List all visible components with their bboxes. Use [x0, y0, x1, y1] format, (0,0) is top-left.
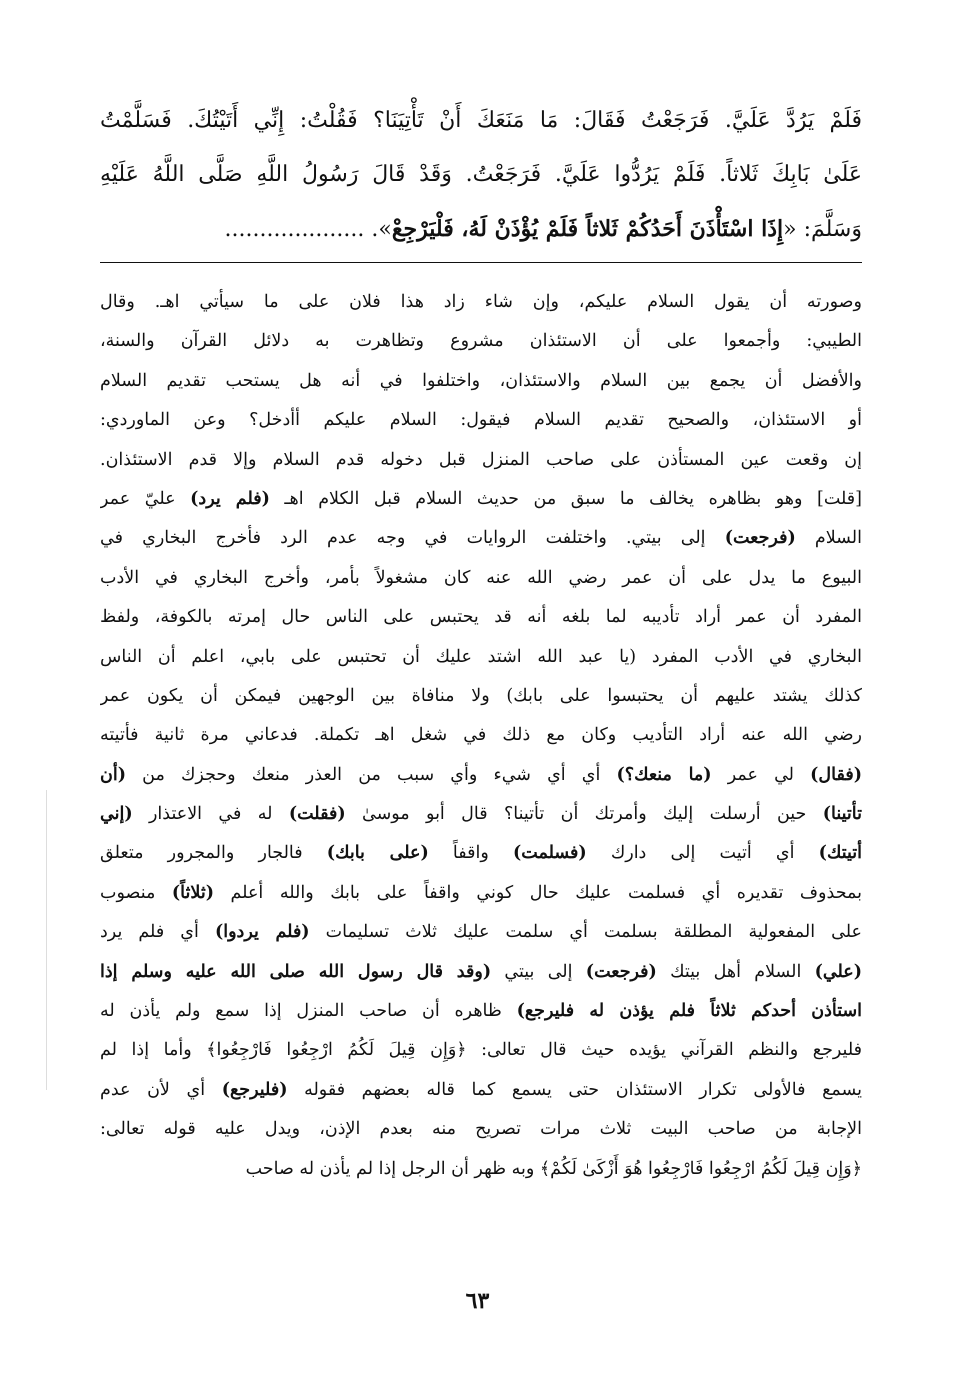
commentary-text: السلام أهل بيتك [656, 961, 815, 982]
commentary-text: الطيبي: وأجمعوا على أن الاستئذان مشروع وتظاهرت به دلائل القرآن والسنة، [100, 331, 862, 352]
commentary-text: أي لأن عدم [100, 1079, 222, 1100]
quoted-term: (فليرجع) [221, 1079, 288, 1100]
commentary-text: حين أرسلت إليك وأمرتك أن تأتينا؟ قال أبو موسىٰ [345, 804, 823, 825]
commentary-line [100, 362, 862, 401]
quoted-term: (ما منعك؟) [616, 764, 712, 785]
commentary-text: إلى بيتي [491, 961, 586, 982]
quoted-term: أتيتك) [818, 843, 862, 864]
hadith-quote: إِذَا اسْتَأْذَنَ أَحَدُكُمْ ثَلاثاً فَلَمْ يُؤْذَنْ لَهُ، فَلْيَرْجِعْ [391, 216, 784, 242]
commentary-line [100, 756, 862, 795]
commentary-text: واقفاً [428, 843, 513, 864]
commentary-text: البيوع ما يدل على أن عمر رضي الله عنه كان مشغولاً بأمر، وأخرج البخاري في الأدب [100, 567, 862, 588]
quoted-term: (أن [100, 764, 126, 785]
commentary-text: [قلت] وهو بظاهره يخالف ما سبق من حديث السلام قبل الكلام اهـ [269, 488, 862, 509]
quoted-term: (فقلت) [288, 804, 346, 825]
commentary-text: إلى بيتي. واختلفت الروايات في وجه عدم الرد فأخرج البخاري في [100, 528, 725, 549]
commentary-line [100, 322, 862, 361]
commentary-text: أي أتيت إلى دارك [586, 843, 819, 864]
quoted-term: (فرجعت) [585, 961, 657, 982]
commentary-text: بمحذوف تقديره أي فسلمت عليك حال كوني واقفاً على بابك والله أعلم [213, 882, 862, 903]
quoted-term: (فلم يرد) [190, 488, 270, 509]
quoted-term: (على بابك) [326, 843, 429, 864]
hadith-line-suffix: ». [371, 217, 392, 242]
footnote-separator [100, 262, 862, 263]
commentary-line [100, 1150, 862, 1189]
commentary-line [100, 519, 862, 558]
commentary-line [100, 913, 862, 952]
commentary-line [100, 1071, 862, 1110]
commentary-text: على المفعولية المطلقة بسلمت أي سلمت عليك ثلاث تسليمات [309, 922, 862, 943]
quoted-term: استأذن أحدكم ثلاثاً فلم يؤذن له فليرجع) [516, 1001, 862, 1022]
scan-margin-line [46, 790, 47, 1090]
hadith-line-prefix: وَسَلَّمَ: « [783, 217, 862, 242]
commentary-line [100, 1031, 862, 1070]
commentary-line [100, 953, 862, 992]
page-number: ٦٣ [465, 1288, 490, 1314]
hadith-dots: .................... [224, 217, 365, 242]
commentary-text: المفرد أن عمر أراد تأديبه لما بلغه أنه قد يحتبس على الناس حال إمرته بالكوفة، ولفظ [100, 607, 862, 628]
commentary-line [100, 677, 862, 716]
commentary-line [100, 992, 862, 1031]
commentary-text: ظاهره أن صاحب المنزل إذا سمع ولم يأذن له [100, 1001, 517, 1022]
commentary-line [100, 598, 862, 637]
commentary-line [100, 283, 862, 322]
commentary-text: البخاري في الأدب المفرد (يا عبد الله اشتد عليك أن تحتبس على بابي، اعلم أن الناس [100, 646, 862, 667]
hadith-text-block [100, 94, 862, 256]
commentary-text: له في الاعتذار [132, 804, 289, 825]
quoted-term: (علي) [814, 961, 862, 982]
hadith-line: فَلَمْ يَرُدَّ عَلَيَّ. فَرَجَعْتُ فَقَالَ: مَا مَنَعَكَ أَنْ تَأْتِيَنَا؟ فَقُلْتُ: إِنِّي أَتَيْتُكَ. فَسَلَّمْتُ [100, 108, 862, 133]
commentary-text: أي أي شيء وأي سبب من العذر منعك وحجزك من [126, 764, 617, 785]
quoted-term: (ثلاثاً) [171, 882, 214, 903]
commentary-text: لي عمر [711, 764, 811, 785]
commentary-line [100, 559, 862, 598]
commentary-text: ﴿وَإِن قِيلَ لَكُمُ ارْجِعُوا فَارْجِعُوا هُوَ أَزْكَىٰ لَكُمْ﴾ وبه ظهر أن الرجل إذا لم يأذن له صاحب [245, 1158, 862, 1179]
commentary-line [100, 795, 862, 834]
commentary-text: السلام [795, 528, 862, 549]
commentary-text: يسمع فالأولى تكرار الاستئذان حتى يسمع كما قاله بعضهم فقوله [287, 1079, 862, 1100]
commentary-text: كذلك يشتد عليهم أن يحتبسوا على بابك) ولا منافاة بين الوجهين فيمكن أن يكون عمر [100, 685, 862, 706]
commentary-text: إن وقعت عين المستأذن على صاحب المنزل قبل دخوله قدم السلام وإلا قدم الاستئذان. [100, 449, 862, 470]
commentary-text: أو الاستئذان، والصحيح تقديم السلام فيقول: السلام عليكم أأدخل؟ وعن الماوردي: [100, 410, 862, 431]
quoted-term: (فرجعت) [724, 528, 796, 549]
commentary-text: منصوب [100, 882, 172, 903]
hadith-line: عَلَىٰ بَابِكَ ثَلاثاً. فَلَمْ يَرُدُّوا عَلَيَّ. فَرَجَعْتُ. وَقَدْ قَالَ رَسُولُ اللَّهِ صَلَّى اللَّهُ عَلَيْهِ [100, 162, 862, 187]
commentary-text: وصورته أن يقول السلام عليكم، وإن شاء زاد هذا فلان على ما سيأتي اهـ. وقال [100, 292, 862, 312]
quoted-term: تأتينا) [822, 804, 862, 825]
commentary-text: والأفضل أن يجمع بين السلام والاستئذان، واختلفوا في أنه هل يستحب تقديم السلام [100, 370, 862, 391]
commentary-text: فالجار والمجرور متعلق [100, 843, 327, 864]
quoted-term: (فقال) [810, 764, 862, 785]
commentary-text-block [100, 283, 862, 1189]
commentary-text: عليّ عمر [100, 488, 191, 509]
commentary-line [100, 638, 862, 677]
quoted-term: (فلم يردوا) [214, 922, 310, 943]
commentary-text: الإجابة من صاحب البيت ثلاث مرات تصريح منه بعدم الإذن، ويدل عليه قوله تعالى: [100, 1119, 862, 1140]
quoted-term: (إني [100, 804, 133, 825]
quoted-term: (وقد قال رسول الله صلى الله عليه وسلم إذا [100, 961, 492, 982]
commentary-line [100, 874, 862, 913]
commentary-text: أي فلم يرد [100, 922, 215, 943]
commentary-line [100, 716, 862, 755]
commentary-text: فليرجع والنظم القرآني يؤيده حيث قال تعالى: ﴿وَإِن قِيلَ لَكُمُ ارْجِعُوا فَارْجِعُوا﴾ وأما إذا لم [100, 1040, 862, 1061]
commentary-line [100, 1110, 862, 1149]
hadith-line [100, 202, 862, 256]
commentary-line [100, 401, 862, 440]
quoted-term: (فسلمت) [512, 843, 587, 864]
commentary-line [100, 441, 862, 480]
commentary-text: رضي الله عنه أراد التأديب وكان مع ذلك في شغل اهـ تكملة. فدعاني مرة ثانية فأتيته [100, 725, 862, 746]
commentary-line [100, 834, 862, 873]
commentary-line [100, 480, 862, 519]
